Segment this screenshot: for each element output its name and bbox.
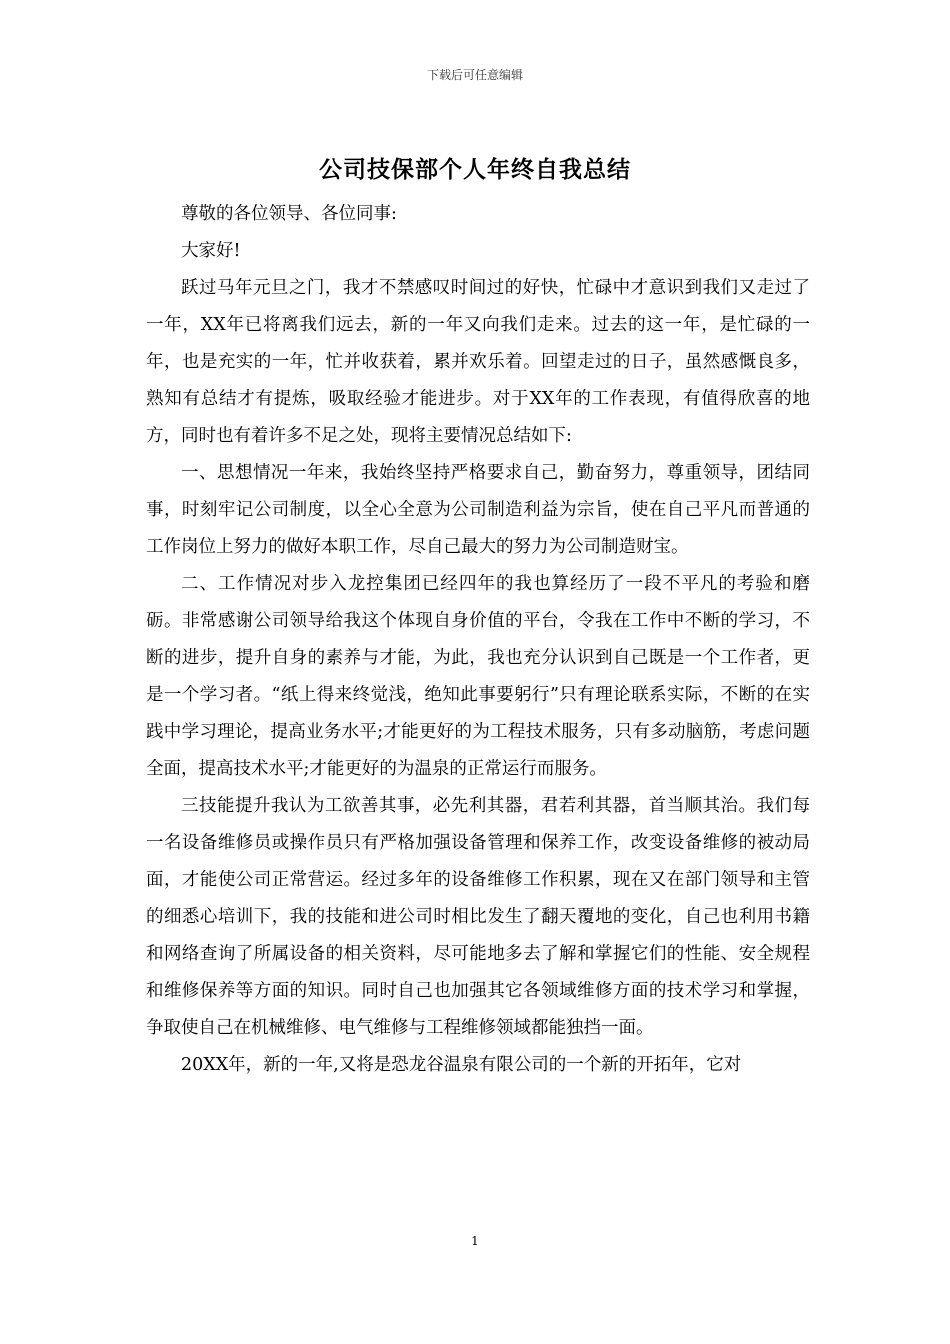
document-body: [146, 196, 810, 1084]
page-number: 1: [471, 1234, 479, 1248]
page-header-note: 下载后可任意编辑: [426, 68, 523, 82]
section-skills-paragraph: 三技能提升我认为工欲善其事，必先利其器，君若利其器，首当顺其治。我们每一名设备维修员或操作员只有严格加强设备管理和保养工作，改变设备维修的被动局面，才能使公司正常营运。经过多年的设备维修工作积累，现在又在部门领导和主管的细悉心培训下，我的技能和进公司时相比发生了翻天覆地的变化，自己也利用书籍和网络查询了所属设备的相关资料，尽可能地多去了解和掌握它们的性能、安全规程和维修保养等方面的知识。同时自己也加强其它各领域维修方面的技术学习和掌握，争取使自己在机械维修、电气维修与工程维修领域都能独挡一面。: [146, 796, 810, 1038]
section-thought-paragraph: 一、思想情况一年来，我始终坚持严格要求自己，勤奋努力，尊重领导，团结同事，时刻牢记公司制度，以全心全意为公司制造利益为宗旨，使在自己平凡而普通的工作岗位上努力的做好本职工作，尽自己最大的努力为公司制造财宝。: [146, 463, 810, 557]
greeting-paragraph: 尊敬的各位领导、各位同事:: [181, 204, 397, 224]
section-work-paragraph: 二、工作情况对步入龙控集团已经四年的我也算经历了一段不平凡的考验和磨砺。非常感谢公司领导给我这个体现自身价值的平台，令我在工作中不断的学习，不断的进步，提升自身的素养与才能，为此，我也充分认识到自己既是一个工作者，更是一个学习者。“纸上得来终觉浅，绝知此事要躬行”只有理论联系实际，不断的在实践中学习理论，提高业务水平;才能更好的为工程技术服务，只有多动脑筋，考虑问题全面，提高技术水平;才能更好的为温泉的正常运行而服务。: [146, 574, 810, 779]
closing-paragraph: 20XX年，新的一年,又将是恐龙谷温泉有限公司的一个新的开拓年，它对: [181, 1055, 742, 1075]
intro-paragraph: 跃过马年元旦之门，我才不禁感叹时间过的好快，忙碌中才意识到我们又走过了一年，XX年已将离我们远去，新的一年又向我们走来。过去的这一年，是忙碌的一年，也是充实的一年，忙并收获着，累并欢乐着。回望走过的日子，虽然感慨良多，熟知有总结才有提炼，吸取经验才能进步。对于XX年的工作表现，有值得欣喜的地方，同时也有着许多不足之处，现将主要情况总结如下:: [146, 278, 810, 446]
document-title: 公司技保部个人年终自我总结: [319, 156, 631, 183]
salutation-paragraph: 大家好!: [181, 241, 241, 261]
